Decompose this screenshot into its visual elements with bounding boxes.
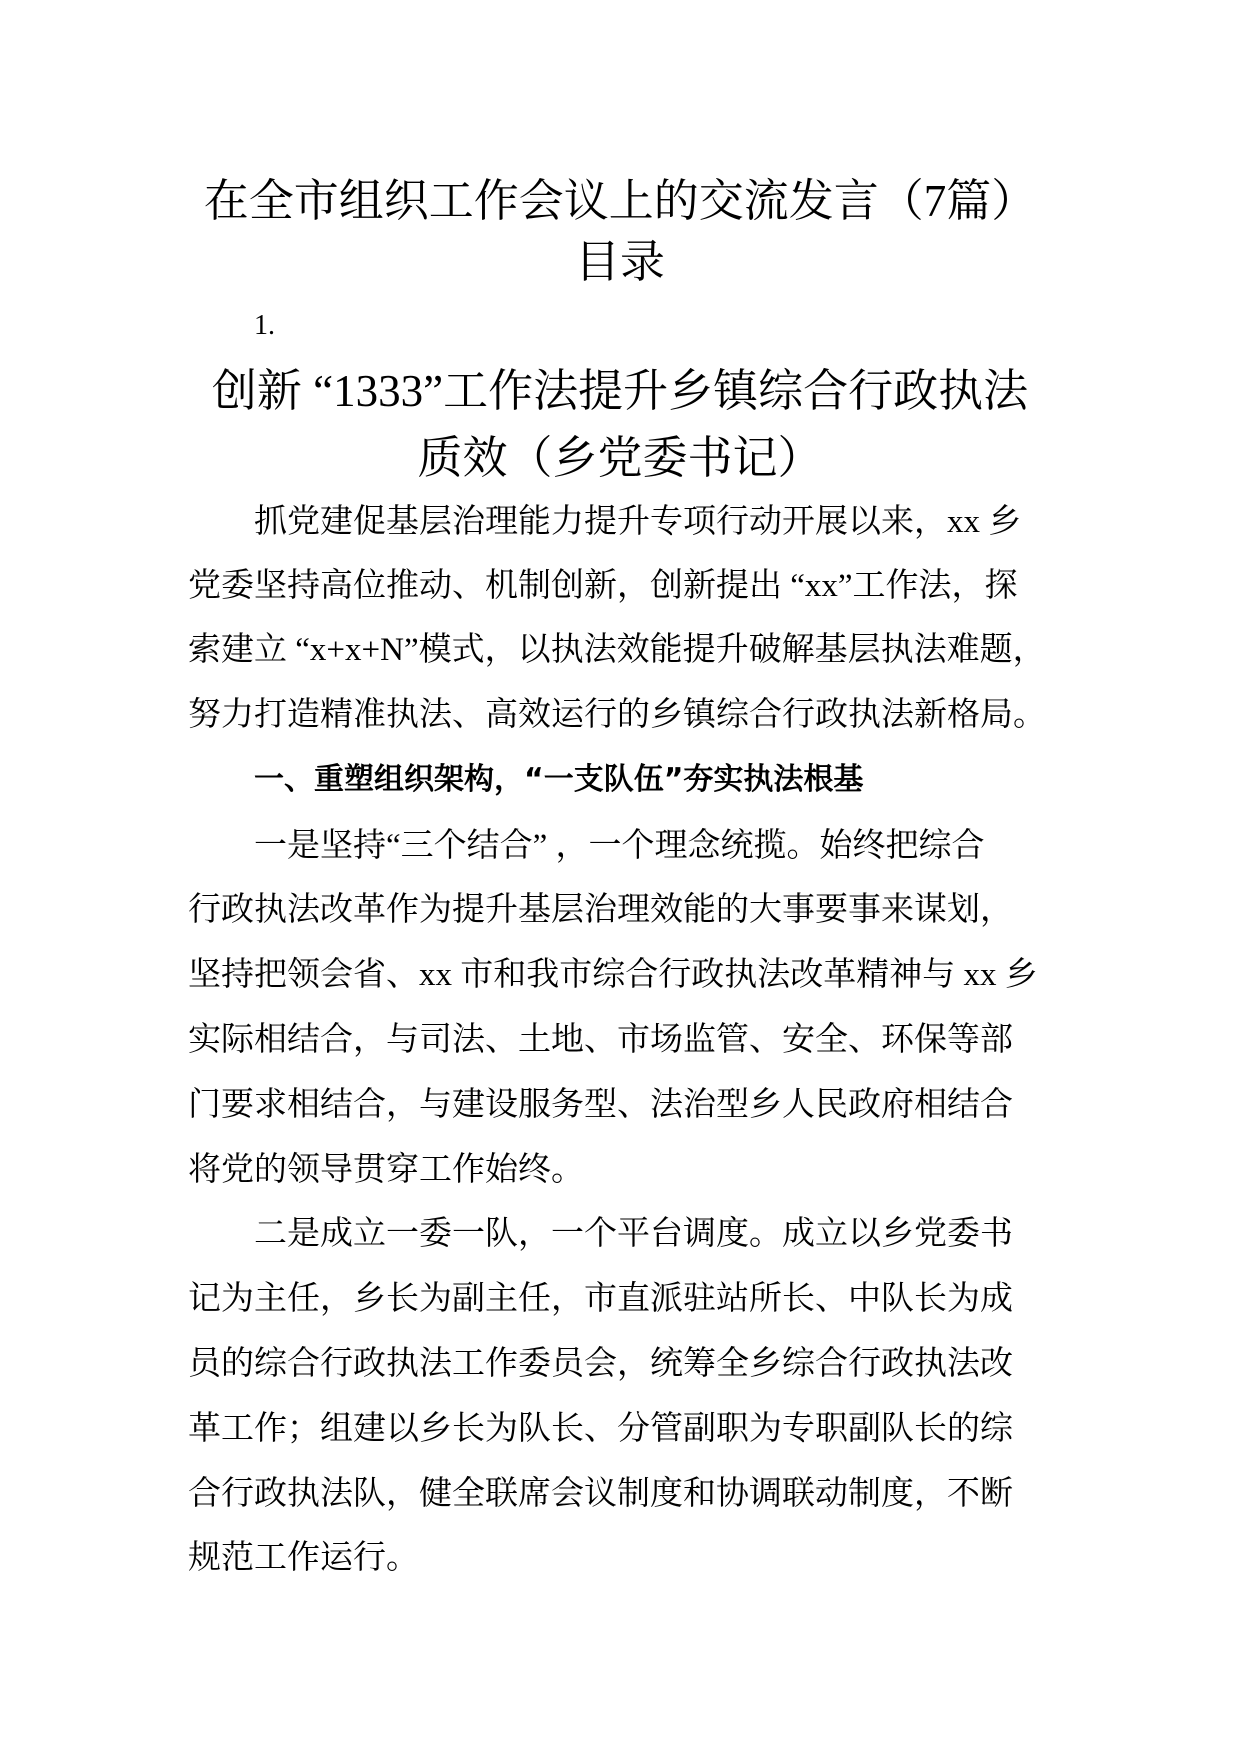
document-title: 在全市组织工作会议上的交流发言（7篇） <box>203 176 1037 226</box>
paragraph-line: 一是坚持“三个结合” ，一个理念统揽。始终把综合 <box>254 828 985 864</box>
paragraph-line: 坚持把领会省、xx 市和我市综合行政执法改革精神与 xx 乡 <box>188 957 1038 993</box>
intro-line: 努力打造精准执法、高效运行的乡镇综合行政执法新格局。 <box>188 697 1046 733</box>
item-number: 1. <box>254 310 275 341</box>
paragraph-line: 记为主任，乡长为副主任，市直派驻站所长、中队长为成 <box>188 1281 1013 1317</box>
article-title-line: 创新 “1333”工作法提升乡镇综合行政执法 <box>211 366 1029 416</box>
paragraph-line: 革工作；组建以乡长为队长、分管副职为专职副队长的综 <box>188 1411 1013 1447</box>
paragraph-line: 规范工作运行。 <box>188 1540 419 1576</box>
paragraph-line: 将党的领导贯穿工作始终。 <box>188 1152 584 1188</box>
section-heading: 一、重塑组织架构，“一支队伍”夯实执法根基 <box>254 762 864 797</box>
intro-line: 索建立 “x+x+N”模式，以执法效能提升破解基层执法难题， <box>188 632 1046 668</box>
intro-line: 抓党建促基层治理能力提升专项行动开展以来，xx 乡 <box>254 504 1022 540</box>
intro-line: 党委坚持高位推动、机制创新，创新提出 “xx”工作法，探 <box>188 568 1018 604</box>
paragraph-line: 实际相结合，与司法、土地、市场监管、安全、环保等部 <box>188 1022 1013 1058</box>
paragraph-line: 二是成立一委一队，一个平台调度。成立以乡党委书 <box>254 1216 1013 1252</box>
paragraph-line: 员的综合行政执法工作委员会，统筹全乡综合行政执法改 <box>188 1346 1013 1382</box>
paragraph-line: 门要求相结合，与建设服务型、法治型乡人民政府相结合 <box>188 1087 1013 1123</box>
paragraph-line: 合行政执法队，健全联席会议制度和协调联动制度，不断 <box>188 1476 1013 1512</box>
paragraph-line: 行政执法改革作为提升基层治理效能的大事要事来谋划， <box>188 892 1013 928</box>
toc-heading: 目录 <box>574 237 665 287</box>
article-title-line: 质效（乡党委书记） <box>417 433 823 483</box>
